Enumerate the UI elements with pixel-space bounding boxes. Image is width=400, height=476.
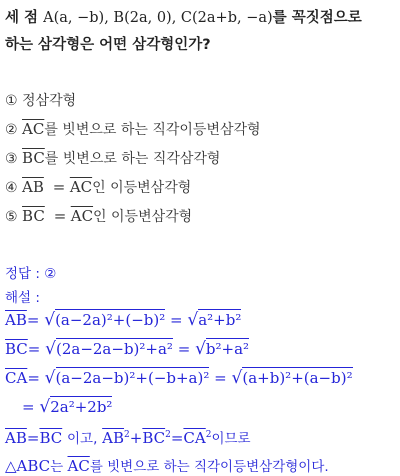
solution-ca-equals: = [27,369,40,387]
solution-ab-sqrt: √(a−2a)²+(−b)² [44,310,166,330]
question-points: A(a, −b), B(2a, 0), C(2a+b, −a) [43,10,273,26]
solution-ab-segment: $\overline{AB}$ [5,311,27,329]
solution-ab-result: √a²+b² [187,310,242,330]
solution-bc-result: √b²+a² [195,339,250,359]
option-1-number: ① [5,93,18,109]
question-line-1 [5,6,362,27]
concl-plus: + [129,429,143,447]
option-2[interactable] [5,119,261,139]
answer-label: 정답 : [5,266,45,282]
solution-bc-equals: = [27,340,41,358]
solution-ca2-result: √2a²+2b² [39,397,113,417]
solution-ca-sqrt: √(a−2a−b)²+(−b+a)² [44,368,210,388]
question-line-2: 하는 삼각형은 어떤 삼각형인가? [5,37,211,53]
option-5-equals: = [53,207,67,225]
solution-ab-equals-2: = [170,311,183,329]
concl-seg-bc-2: $\overline{BC}$ [142,429,166,447]
solution-ca-simplified [22,397,112,417]
question-prefix: 세 점 [5,10,39,26]
solution-bc-sqrt: √(2a−2a−b)²+a² [45,339,173,359]
option-4-segment-1: $\overline{AB}$ [22,178,44,196]
option-4-equals: = [52,178,66,196]
option-1-text: 정삼각형 [22,93,77,109]
solution-ab-line [5,310,241,330]
solution-conclusion-2 [5,455,329,475]
solution-conclusion-1: $\overline{AB}=\overline{BC}$ 이고, $\overline{AB}^2+\overline{BC}^2=\overline{CA}^2$이므로 [5,429,251,447]
option-3[interactable] [5,148,220,168]
option-4-number: ④ [5,180,18,196]
concl-end: 이므로 [211,431,251,447]
answer-value: ② [44,266,57,282]
option-4[interactable] [5,177,191,197]
option-5-segment-1: $\overline{BC}$ [22,207,45,225]
option-5-segment-2: $\overline{AC}$ [70,207,94,225]
concl-seg-bc: $\overline{BC}$ [39,429,63,447]
option-5-text: 인 이등변삼각형 [93,209,193,225]
solution-ca-result: √(a+b)²+(a−b)² [231,368,353,388]
concl2-mid: 는 [50,459,64,475]
option-5[interactable] [5,206,192,226]
option-2-segment: $\overline{AC}$ [22,120,45,138]
option-2-text: 를 빗변으로 하는 직각이등변삼각형 [44,122,261,138]
solution-ca-line [5,368,353,388]
solution-ca-equals-2: = [214,369,227,387]
concl-mid: 이고, [67,431,98,447]
concl-seg-ab-2: $\overline{AB}$ [102,429,125,447]
option-3-text: 를 빗변으로 하는 직각삼각형 [44,151,221,167]
solution-ca-segment: $\overline{CA}$ [5,369,28,387]
option-4-segment-2: $\overline{AC}$ [69,178,93,196]
option-3-segment: $\overline{BC}$ [22,149,45,167]
concl2-segment: $\overline{AC}$ [67,457,90,475]
option-5-number: ⑤ [5,209,18,225]
concl2-triangle: △ABC [5,457,51,475]
concl-seg-ca: $\overline{CA}$ [183,429,206,447]
concl-eq-1: = [26,429,40,447]
option-2-number: ② [5,122,18,138]
concl-eq-2: = [170,429,184,447]
concl2-end: 를 빗변으로 하는 직각이등변삼각형이다. [89,459,329,475]
solution-bc-equals-2: = [177,340,191,358]
option-3-number: ③ [5,151,18,167]
question-suffix: 를 꼭짓점으로 [272,10,362,26]
concl-seg-ab: $\overline{AB}$ [5,429,27,447]
answer-line [5,262,56,282]
solution-ab-equals: = [26,311,40,329]
solution-ca2-equals: = [22,398,35,416]
option-4-text: 인 이등변삼각형 [92,180,192,196]
solution-bc-line [5,339,249,359]
solution-label: 해설 : [5,290,40,306]
solution-bc-segment: $\overline{BC}$ [5,340,28,358]
option-1[interactable] [5,90,76,110]
